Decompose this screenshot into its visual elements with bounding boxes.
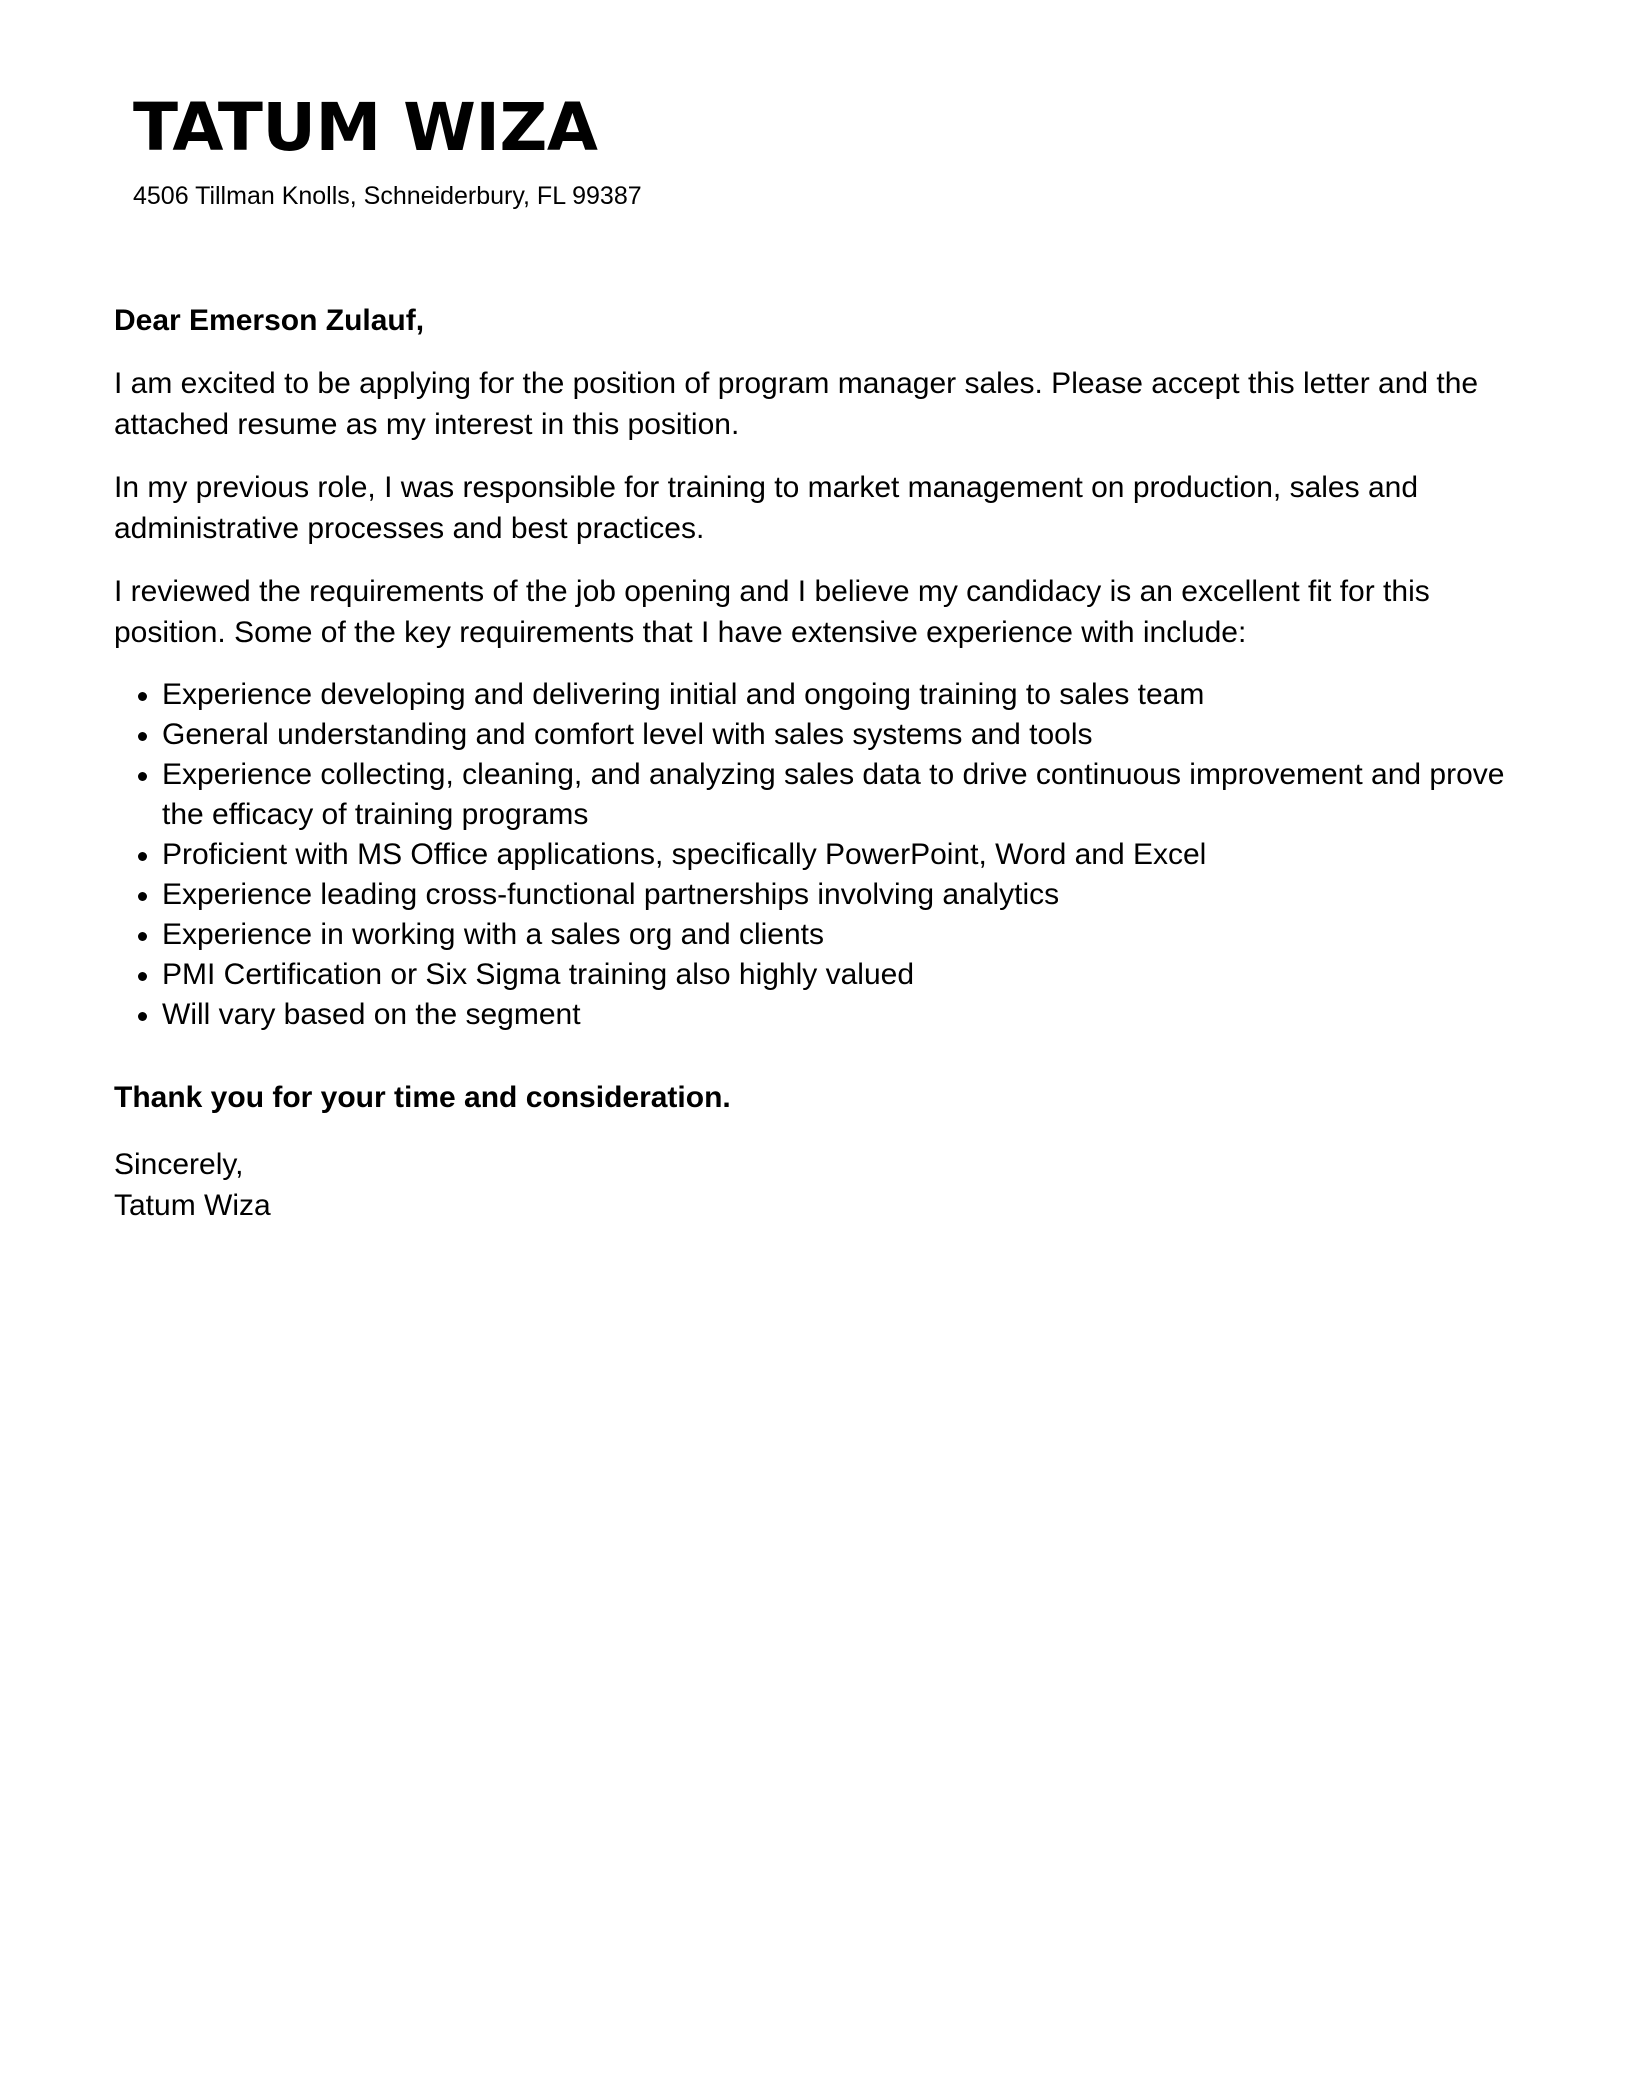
list-item [114,995,1534,1035]
bullet-icon [138,732,147,741]
applicant-name: TATUM WIZA [133,89,598,166]
list-item-text: General understanding and comfort level with sales systems and tools [162,718,1093,751]
list-item [114,915,1534,955]
bullet-icon [138,852,147,861]
list-item [114,675,1534,715]
list-item [114,755,1534,835]
bullet-icon [138,772,147,781]
letter-header [133,88,642,212]
bullet-icon [138,932,147,941]
bullet-icon [138,972,147,981]
list-item [114,835,1534,875]
bullet-icon [138,1012,147,1021]
list-item-text: Experience leading cross-functional partnerships involving analytics [162,878,1060,911]
closing-statement: Thank you for your time and consideration. [114,1081,731,1114]
bullet-icon [138,892,147,901]
list-item-text: Will vary based on the segment [162,998,581,1031]
list-item-text: PMI Certification or Six Sigma training also highly valued [162,958,915,991]
list-item [114,955,1534,995]
signoff: Sincerely, [114,1148,244,1181]
list-item-text: Experience collecting, cleaning, and analyzing sales data to drive continuous improvement and prove the efficacy of training programs [162,758,1505,831]
list-item-text: Proficient with MS Office applications, specifically PowerPoint, Word and Excel [162,838,1207,871]
paragraph-intro: I am excited to be applying for the position of program manager sales. Please accept this letter and the attached resume as my interest in this position. [114,367,1479,441]
signoff-block [114,1144,1534,1226]
requirements-list [114,675,1534,1035]
signature-name: Tatum Wiza [114,1189,271,1222]
applicant-address: 4506 Tillman Knolls, Schneiderbury, FL 99387 [133,182,642,210]
paragraph-requirements-intro: I reviewed the requirements of the job opening and I believe my candidacy is an excellent fit for this position. Some of the key requirements that I have extensive experience with include: [114,575,1430,649]
list-item [114,875,1534,915]
paragraph-previous-role: In my previous role, I was responsible for training to market management on production, sales and administrative processes and best practices. [114,471,1419,545]
list-item-text: Experience in working with a sales org and clients [162,918,825,951]
list-item [114,715,1534,755]
list-item-text: Experience developing and delivering initial and ongoing training to sales team [162,678,1205,711]
bullet-icon [138,692,147,701]
letter-body [114,300,1534,1226]
salutation: Dear Emerson Zulauf, [114,304,425,337]
